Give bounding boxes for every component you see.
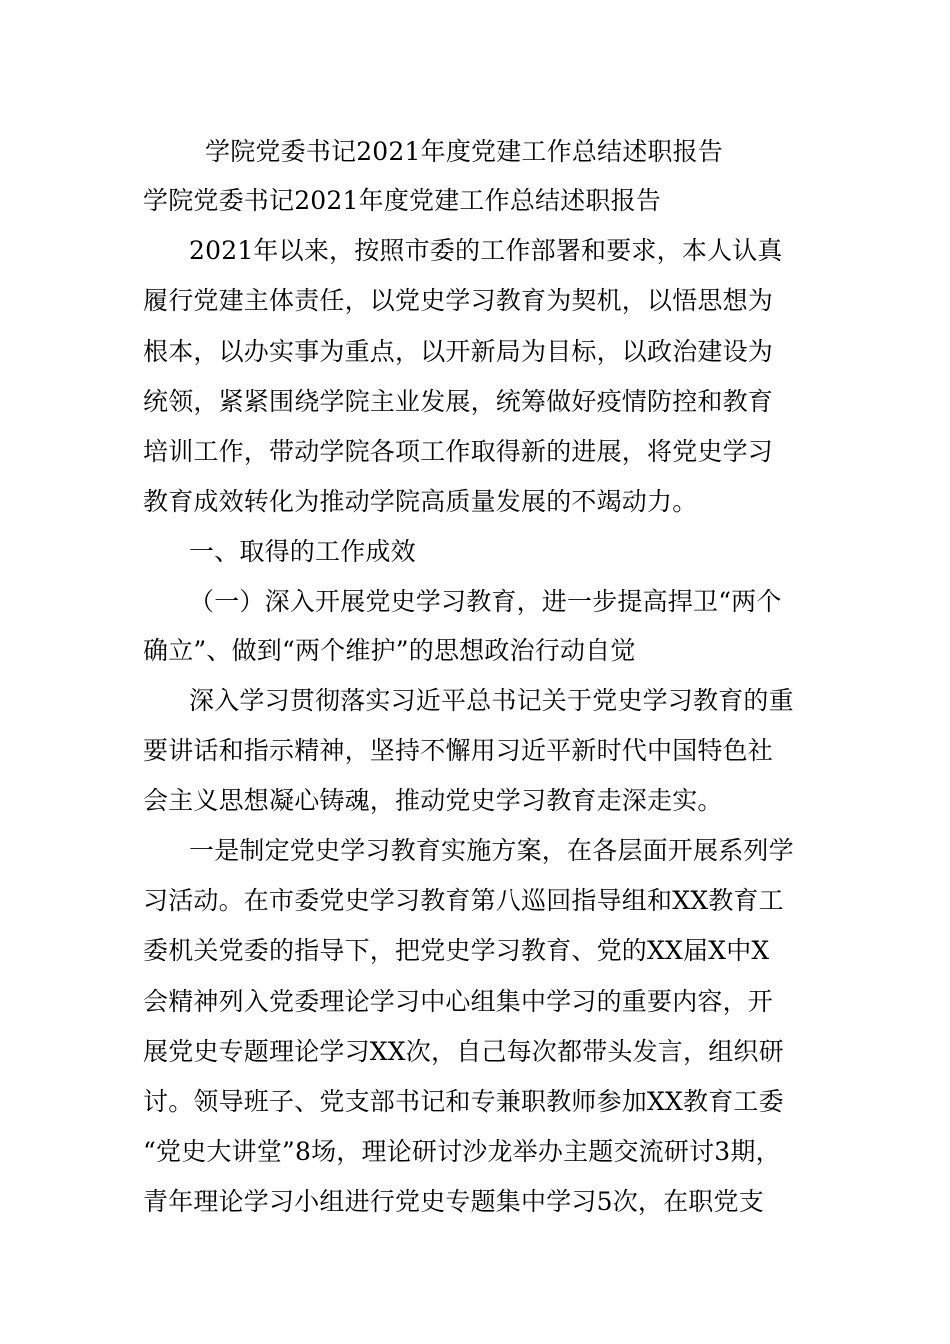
paragraph-line: 展党史专题理论学习XX次，自己每次都带头发言，组织研	[143, 1037, 784, 1066]
paragraph-line: 培训工作，带动学院各项工作取得新的进展，将党史学习	[143, 437, 774, 466]
paragraph-line: 一是制定党史学习教育实施方案，在各层面开展系列学	[189, 836, 794, 865]
subsection-heading: 确立”、做到“两个维护”的思想政治行动自觉	[143, 636, 636, 665]
paragraph-line: 深入学习贯彻落实习近平总书记关于党史学习教育的重	[189, 686, 794, 715]
paragraph-line: “党史大讲堂”8场，理论研讨沙龙举办主题交流研讨3期，	[143, 1137, 781, 1166]
paragraph-line: 要讲话和指示精神，坚持不懈用习近平新时代中国特色社	[143, 736, 774, 765]
paragraph-line: 统领，紧紧围绕学院主业发展，统筹做好疫情防控和教育	[143, 387, 774, 416]
document-subtitle: 学院党委书记2021年度党建工作总结述职报告	[143, 186, 662, 215]
paragraph-line: 习活动。在市委党史学习教育第八巡回指导组和XX教育工	[143, 886, 784, 915]
paragraph-line: 履行党建主体责任，以党史学习教育为契机，以悟思想为	[143, 286, 774, 315]
paragraph-line: 讨。领导班子、党支部书记和专兼职教师参加XX教育工委	[143, 1087, 784, 1116]
paragraph-line: 委机关党委的指导下，把党史学习教育、党的XX届X中X	[143, 936, 770, 965]
paragraph-line: 青年理论学习小组进行党史专题集中学习5次，在职党支	[143, 1187, 764, 1216]
paragraph-line: 根本，以办实事为重点，以开新局为目标，以政治建设为	[143, 337, 774, 366]
subsection-heading: （一）深入开展党史学习教育，进一步提高捍卫“两个	[189, 587, 782, 616]
paragraph-line: 2021年以来，按照市委的工作部署和要求，本人认真	[189, 236, 783, 265]
section-heading: 一、取得的工作成效	[189, 537, 416, 566]
document-title: 学院党委书记2021年度党建工作总结述职报告	[205, 137, 724, 166]
paragraph-line: 会主义思想凝心铸魂，推动党史学习教育走深走实。	[143, 786, 723, 815]
paragraph-line: 会精神列入党委理论学习中心组集中学习的重要内容，开	[143, 987, 774, 1016]
paragraph-line: 教育成效转化为推动学院高质量发展的不竭动力。	[143, 487, 698, 516]
